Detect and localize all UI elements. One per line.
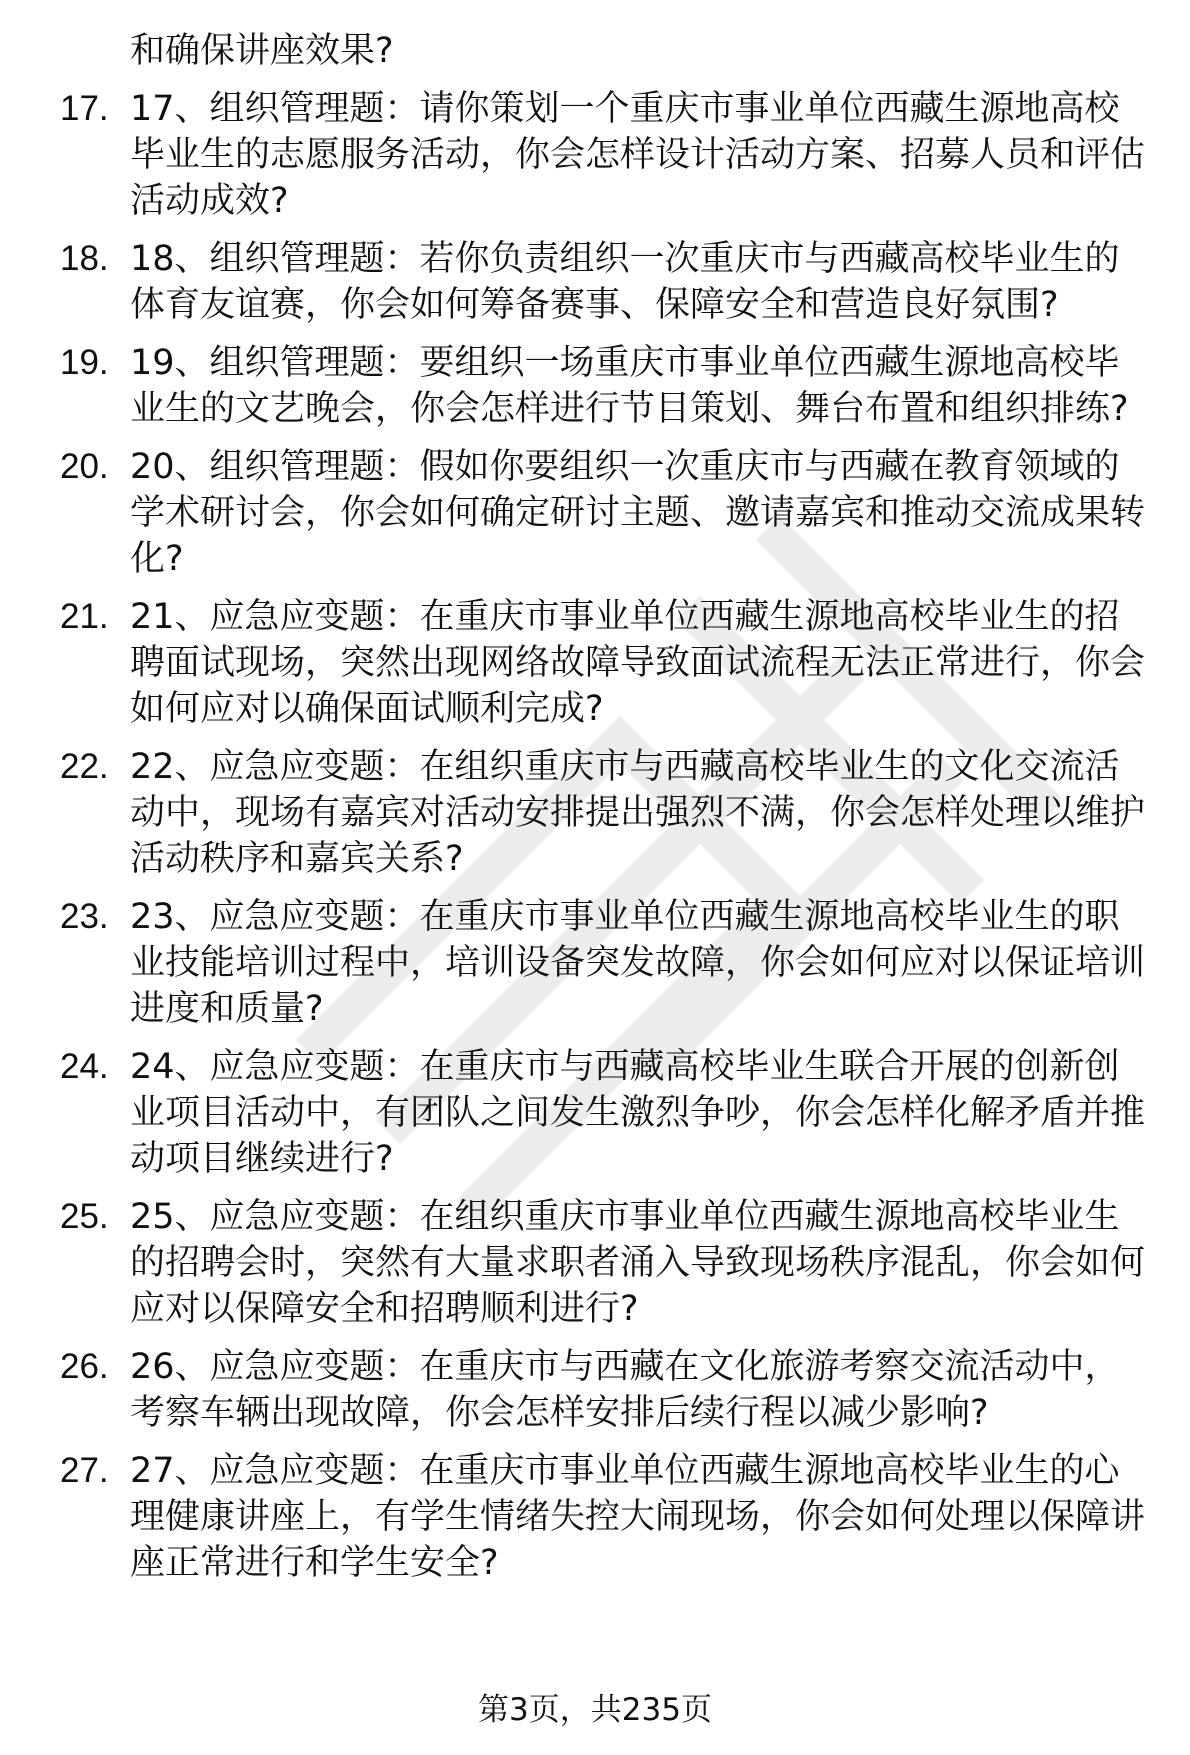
question-number: 19.: [60, 343, 109, 382]
question-item: [60, 1194, 1150, 1332]
question-text: 19、组织管理题：要组织一场重庆市事业单位西藏生源地高校毕业生的文艺晚会，你会怎样进行节目策划、舞台布置和组织排练?: [130, 343, 1129, 429]
question-number: 25.: [60, 1197, 109, 1236]
question-number: 22.: [60, 747, 109, 786]
question-list-section: [60, 28, 1150, 1586]
page-footer: 第3页，共235页: [478, 1692, 712, 1728]
question-item: [60, 340, 1150, 432]
question-text: 25、应急应变题：在组织重庆市事业单位西藏生源地高校毕业生的招聘会时，突然有大量求职者涌入导致现场秩序混乱，你会如何应对以保障安全和招聘顺利进行?: [130, 1197, 1146, 1329]
question-text: 20、组织管理题：假如你要组织一次重庆市与西藏在教育领域的学术研讨会，你会如何确定研讨主题、邀请嘉宾和推动交流成果转化?: [130, 447, 1146, 579]
question-item: [60, 86, 1150, 224]
question-text: 26、应急应变题：在重庆市与西藏在文化旅游考察交流活动中，考察车辆出现故障，你会怎样安排后续行程以减少影响?: [130, 1347, 1120, 1433]
question-item: [60, 594, 1150, 732]
question-number: 17.: [60, 89, 109, 128]
question-item: [60, 1044, 1150, 1182]
question-item: [60, 1448, 1150, 1586]
question-number: 24.: [60, 1047, 109, 1086]
question-text: 22、应急应变题：在组织重庆市与西藏高校毕业生的文化交流活动中，现场有嘉宾对活动安排提出强烈不满，你会怎样处理以维护活动秩序和嘉宾关系?: [130, 747, 1146, 879]
question-number: 20.: [60, 447, 109, 486]
question-text: 24、应急应变题：在重庆市与西藏高校毕业生联合开展的创新创业项目活动中，有团队之间发生激烈争吵，你会怎样化解矛盾并推动项目继续进行?: [130, 1047, 1146, 1179]
question-text: 18、组织管理题：若你负责组织一次重庆市与西藏高校毕业生的体育友谊赛，你会如何筹备赛事、保障安全和营造良好氛围?: [130, 239, 1120, 325]
question-item: [60, 744, 1150, 882]
question-item: [60, 894, 1150, 1032]
question-number: 18.: [60, 239, 109, 278]
continuation-text: 和确保讲座效果?: [130, 31, 394, 71]
question-text: 17、组织管理题：请你策划一个重庆市事业单位西藏生源地高校毕业生的志愿服务活动，你会怎样设计活动方案、招募人员和评估活动成效?: [130, 89, 1146, 221]
question-item: [60, 1344, 1150, 1436]
question-item: [60, 236, 1150, 328]
question-text: 23、应急应变题：在重庆市事业单位西藏生源地高校毕业生的职业技能培训过程中，培训设备突发故障，你会如何应对以保证培训进度和质量?: [130, 897, 1146, 1029]
question-number: 23.: [60, 897, 109, 936]
question-text: 21、应急应变题：在重庆市事业单位西藏生源地高校毕业生的招聘面试现场，突然出现网络故障导致面试流程无法正常进行，你会如何应对以确保面试顺利完成?: [130, 597, 1146, 729]
question-text: 27、应急应变题：在重庆市事业单位西藏生源地高校毕业生的心理健康讲座上，有学生情绪失控大闹现场，你会如何处理以保障讲座正常进行和学生安全?: [130, 1451, 1146, 1583]
question-item: [60, 444, 1150, 582]
question-list: [60, 86, 1150, 1586]
question-number: 27.: [60, 1451, 109, 1490]
question-number: 21.: [60, 597, 109, 636]
question-number: 26.: [60, 1347, 109, 1386]
